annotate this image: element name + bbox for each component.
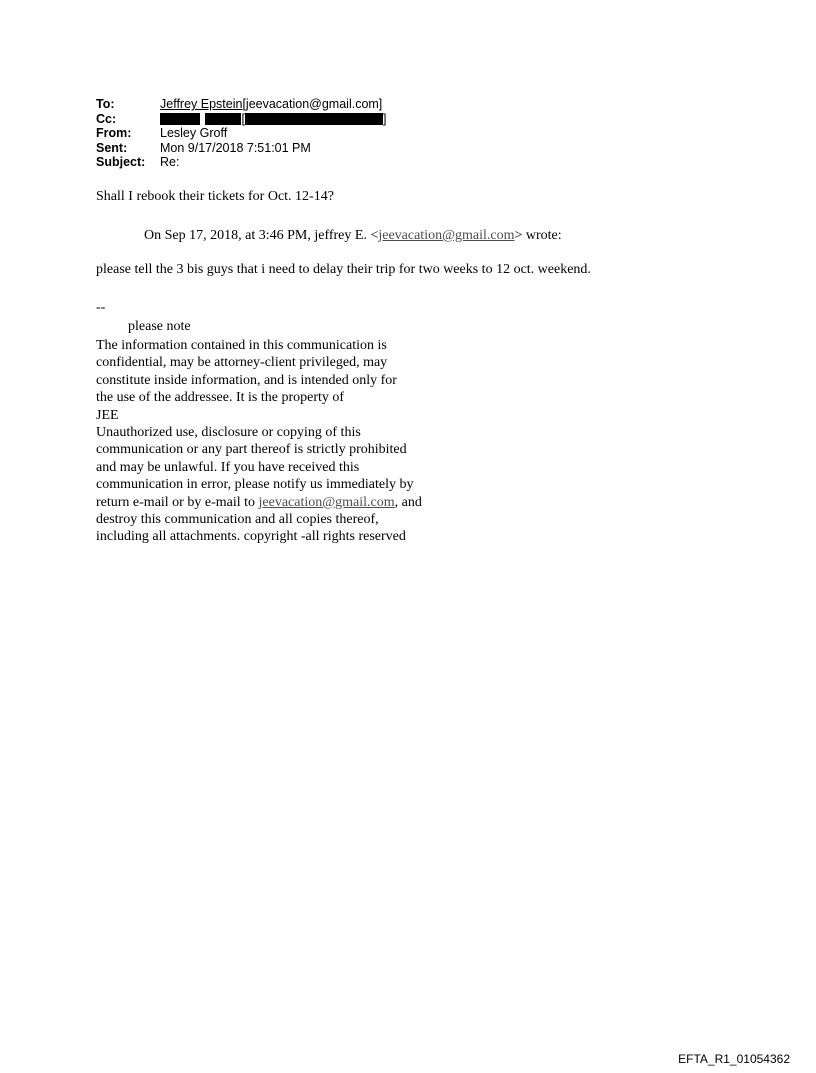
cc-bracket-open: [ bbox=[241, 111, 245, 126]
to-label: To: bbox=[96, 97, 115, 112]
to-value bbox=[160, 97, 382, 111]
quoted-intro-after: > wrote: bbox=[514, 228, 562, 243]
quoted-email-link[interactable]: jeevacation@gmail.com bbox=[378, 228, 515, 243]
from-row bbox=[96, 126, 496, 141]
cc-label: Cc: bbox=[96, 111, 117, 126]
subject-value: Re: bbox=[160, 155, 180, 170]
to-name: Jeffrey Epstein bbox=[160, 97, 243, 112]
disclaimer-email-line bbox=[96, 494, 476, 511]
cc-value bbox=[160, 112, 386, 126]
email-line-before: return e-mail or by e-mail to bbox=[96, 494, 259, 510]
sent-value: Mon 9/17/2018 7:51:01 PM bbox=[160, 140, 311, 155]
subject-label: Subject: bbox=[96, 155, 146, 170]
subject-row bbox=[96, 155, 496, 170]
disclaimer-line: The information contained in this communication is bbox=[96, 338, 387, 353]
please-note: please note bbox=[128, 319, 191, 334]
email-header bbox=[96, 97, 496, 170]
disclaimer-line: Unauthorized use, disclosure or copying of this bbox=[96, 425, 361, 441]
redaction-block bbox=[245, 113, 383, 125]
document-id: EFTA_R1_01054362 bbox=[678, 1052, 790, 1066]
disclaimer-line: communication or any part thereof is strictly prohibited bbox=[96, 442, 407, 458]
redaction-block bbox=[160, 113, 200, 125]
sent-row bbox=[96, 141, 496, 156]
quoted-intro-before: On Sep 17, 2018, at 3:46 PM, jeffrey E. < bbox=[144, 228, 379, 243]
quoted-message: please tell the 3 bis guys that i need to delay their trip for two weeks to 12 oct. weekend. bbox=[96, 262, 591, 277]
signature-dashes: -- bbox=[96, 300, 106, 315]
reply-text: Shall I rebook their tickets for Oct. 12-14? bbox=[96, 189, 334, 204]
disclaimer-line: destroy this communication and all copies thereof, bbox=[96, 512, 379, 528]
disclaimer-line: communication in error, please notify us immediately by bbox=[96, 477, 414, 493]
sent-label: Sent: bbox=[96, 140, 128, 155]
disclaimer-line: JEE bbox=[96, 407, 119, 423]
disclaimer-email-link[interactable]: jeevacation@gmail.com bbox=[258, 494, 395, 510]
disclaimer-line: and may be unlawful. If you have received this bbox=[96, 459, 360, 475]
redaction-block bbox=[205, 113, 241, 125]
from-label: From: bbox=[96, 126, 132, 141]
email-line-after: , and bbox=[394, 494, 422, 510]
disclaimer-line: the use of the addressee. It is the property of bbox=[96, 390, 345, 406]
disclaimer-line: including all attachments. copyright -all rights reserved bbox=[96, 529, 406, 545]
cc-row bbox=[96, 112, 496, 127]
disclaimer bbox=[96, 337, 476, 546]
to-row bbox=[96, 97, 496, 112]
cc-bracket-close: ] bbox=[382, 111, 387, 126]
to-email: [jeevacation@gmail.com] bbox=[242, 97, 383, 112]
quoted-intro bbox=[144, 228, 562, 244]
disclaimer-line: constitute inside information, and is intended only for bbox=[96, 372, 397, 388]
from-value: Lesley Groff bbox=[160, 126, 228, 141]
disclaimer-line: confidential, may be attorney-client privileged, may bbox=[96, 355, 388, 371]
